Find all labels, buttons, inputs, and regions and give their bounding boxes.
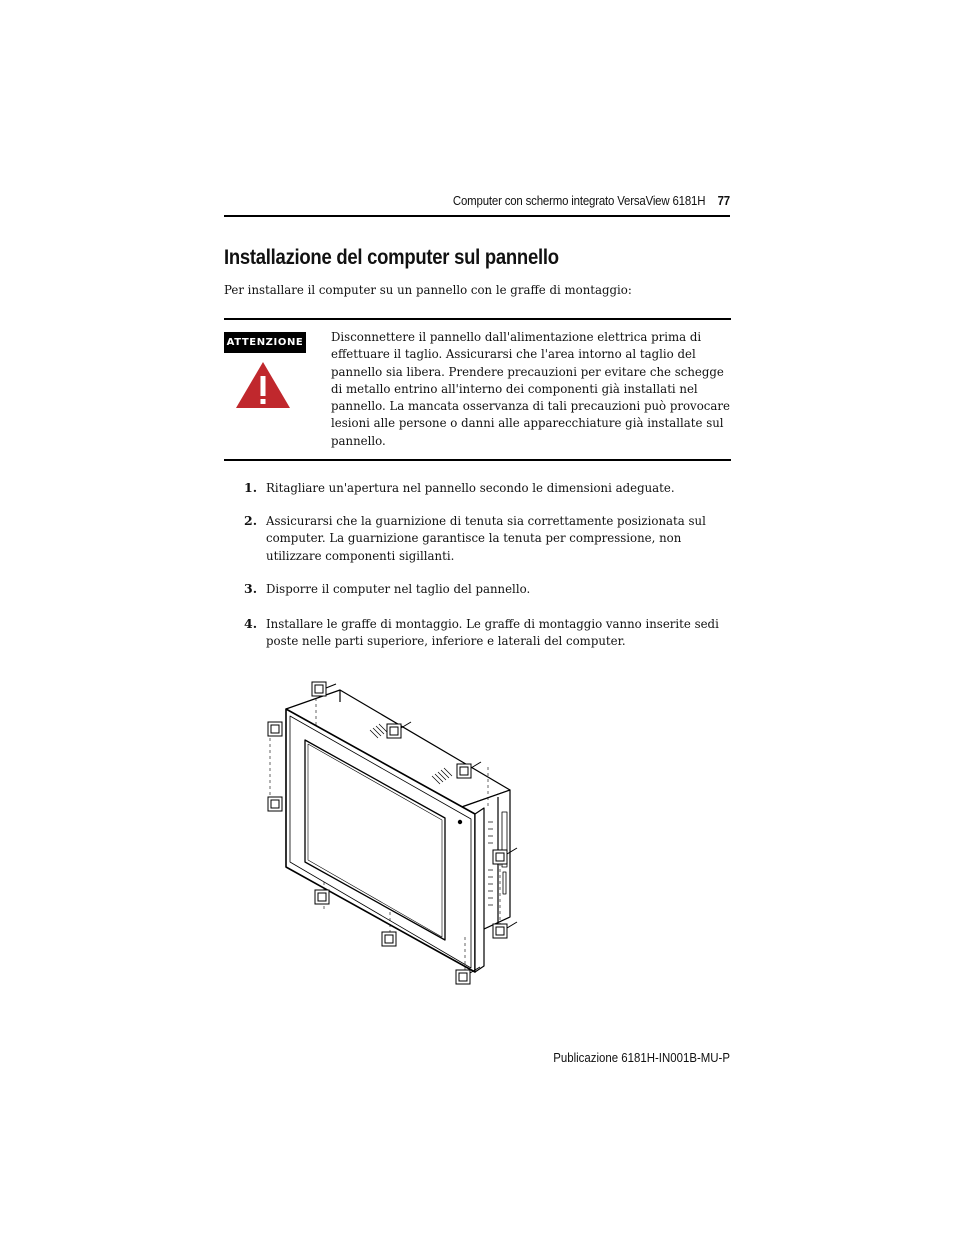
step-number: 1. <box>244 480 258 495</box>
attention-text: Disconnettere il pannello dall'alimentazione elettrica prima di effettuare il taglio. Assicurarsi che l'area intorno al taglio del pannello sia libera. Prendere precauzioni per evitare che schegge di metallo entrino all'interno dei componenti già installati nel pannello. La mancata osservanza di tali precauzioni può provocare lesioni alle persone o danni alle apparecchiature già installate sul pannello. <box>331 329 730 448</box>
attention-rule-bottom <box>224 459 731 461</box>
attention-badge: ATTENZIONE <box>224 332 306 353</box>
header-rule <box>224 215 730 217</box>
attention-rule-top <box>224 318 731 320</box>
intro-paragraph: Per installare il computer su un pannello con le graffe di montaggio: <box>224 282 632 297</box>
warning-triangle-icon <box>234 360 292 410</box>
step-text: Installare le graffe di montaggio. Le graffe di montaggio vanno inserite sedi poste nelle parti superiore, inferiore e laterali del computer. <box>266 616 719 649</box>
section-title: Installazione del computer sul pannello <box>224 246 559 269</box>
publication-footer: Publicazione 6181H-IN001B-MU-P <box>553 1050 730 1065</box>
step-text: Assicurarsi che la guarnizione di tenuta sia correttamente posizionata sul computer. La guarnizione garantisce la tenuta per compressione, non utilizzare componenti sigillanti. <box>266 513 706 563</box>
step-number: 2. <box>244 513 258 528</box>
step-number: 4. <box>244 616 258 631</box>
running-title: Computer con schermo integrato VersaView 6181H <box>452 193 706 208</box>
running-header <box>285 193 730 211</box>
step-text: Ritagliare un'apertura nel pannello secondo le dimensioni adeguate. <box>266 480 675 495</box>
step-text: Disporre il computer nel taglio del pannello. <box>266 581 531 596</box>
page-number: 77 <box>717 193 730 208</box>
step-number: 3. <box>244 581 258 596</box>
computer-mounting-illustration <box>260 672 530 997</box>
